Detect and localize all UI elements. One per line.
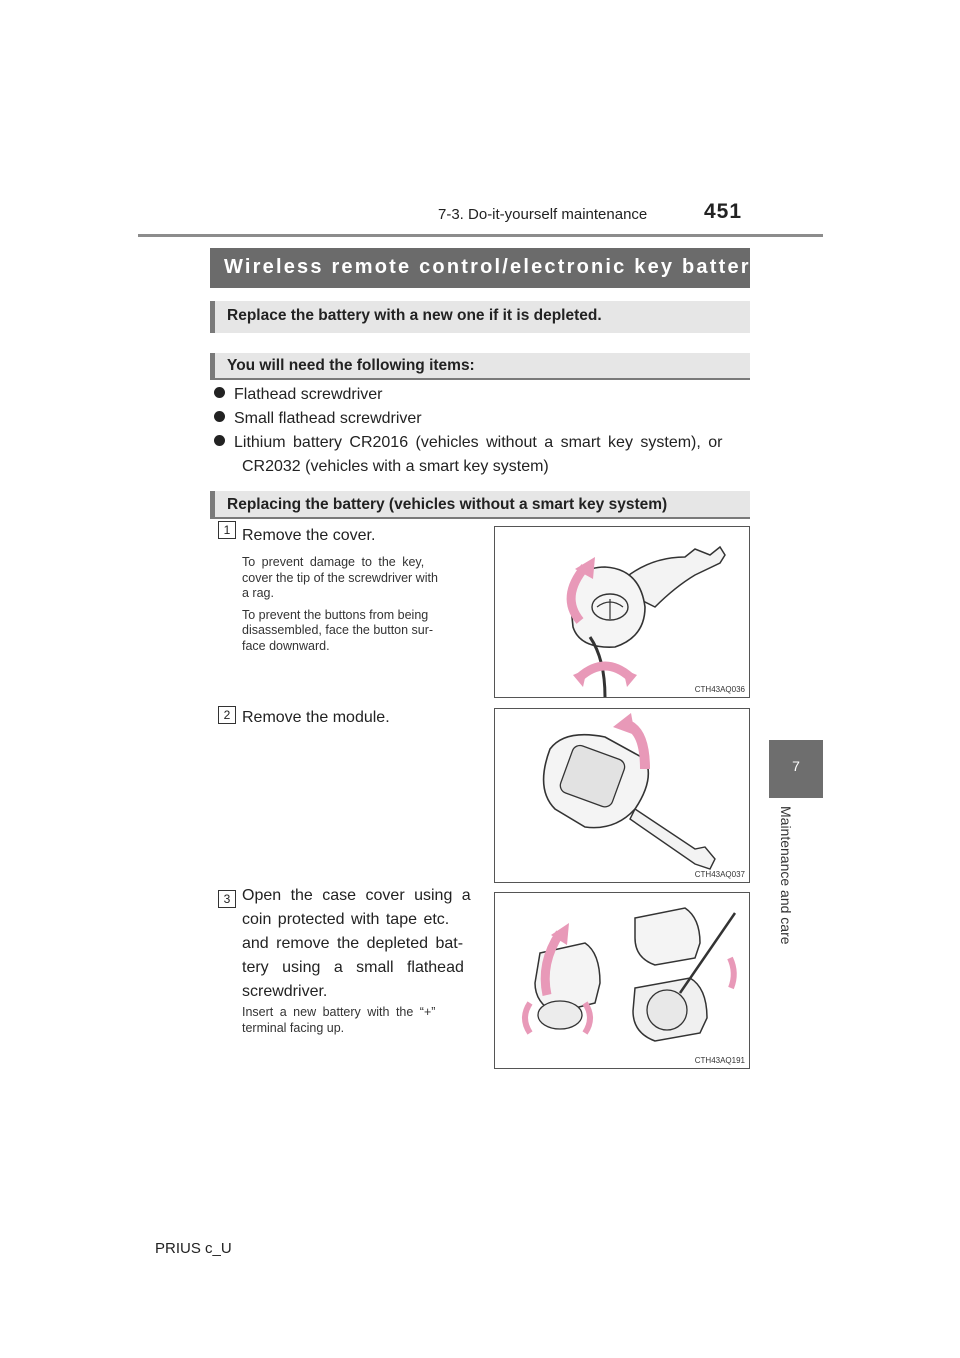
- step-title: Remove the cover.: [242, 527, 376, 544]
- figure-open-case: [494, 892, 750, 1069]
- step-number: 3: [218, 890, 236, 908]
- figure-remove-module: [494, 708, 750, 883]
- figure-remove-cover: [494, 526, 750, 698]
- list-item-continued: CR2032 (vehicles with a smart key system): [242, 458, 549, 475]
- section-header: 7-3. Do-it-yourself maintenance: [438, 206, 648, 223]
- chapter-tab[interactable]: [769, 740, 823, 798]
- key-cover-illustration: [495, 527, 751, 699]
- replace-heading: Replacing the battery (vehicles without a smart key system): [227, 496, 668, 513]
- list-item: Small flathead screwdriver: [214, 410, 422, 428]
- bullet-icon: [214, 387, 225, 398]
- step-number: 2: [218, 706, 236, 724]
- key-module-illustration: [495, 709, 751, 884]
- list-item: Lithium battery CR2016 (vehicles without a smart key system), or: [214, 434, 754, 452]
- list-item: Flathead screwdriver: [214, 386, 383, 404]
- footer-model: PRIUS c_U: [155, 1240, 232, 1257]
- chapter-number: 7: [792, 758, 800, 774]
- chapter-title: Maintenance and care: [778, 806, 794, 945]
- header-rule: [138, 234, 823, 237]
- intro-box: [210, 301, 750, 333]
- replace-heading-box: [210, 491, 750, 519]
- step-note: Insert a new battery with the “+” terminal facing up.: [242, 1005, 436, 1035]
- battery-replacement-illustration: [495, 893, 751, 1070]
- step-title: Remove the module.: [242, 709, 390, 726]
- bullet-icon: [214, 435, 225, 446]
- page-title: Wireless remote control/electronic key battery: [224, 256, 765, 278]
- figure-code: CTH43AQ037: [694, 870, 745, 879]
- items-heading: You will need the following items:: [227, 357, 475, 374]
- page-title-bar: [210, 248, 765, 288]
- bullet-icon: [214, 411, 225, 422]
- step-number: 1: [218, 521, 236, 539]
- figure-code: CTH43AQ036: [694, 685, 745, 694]
- items-heading-box: [210, 353, 750, 380]
- step-title: Open the case cover using a coin protected with tape etc. and remove the depleted bat- tery using a small flathead screwdriver.: [242, 887, 471, 1000]
- intro-text: Replace the battery with a new one if it is depleted.: [227, 307, 602, 324]
- step-note: To prevent damage to the key, cover the tip of the screwdriver with a rag. To prevent the buttons from being disassembled, face the button sur- face downward.: [242, 555, 438, 653]
- figure-code: CTH43AQ191: [694, 1056, 745, 1065]
- page-number: 451: [704, 200, 743, 223]
